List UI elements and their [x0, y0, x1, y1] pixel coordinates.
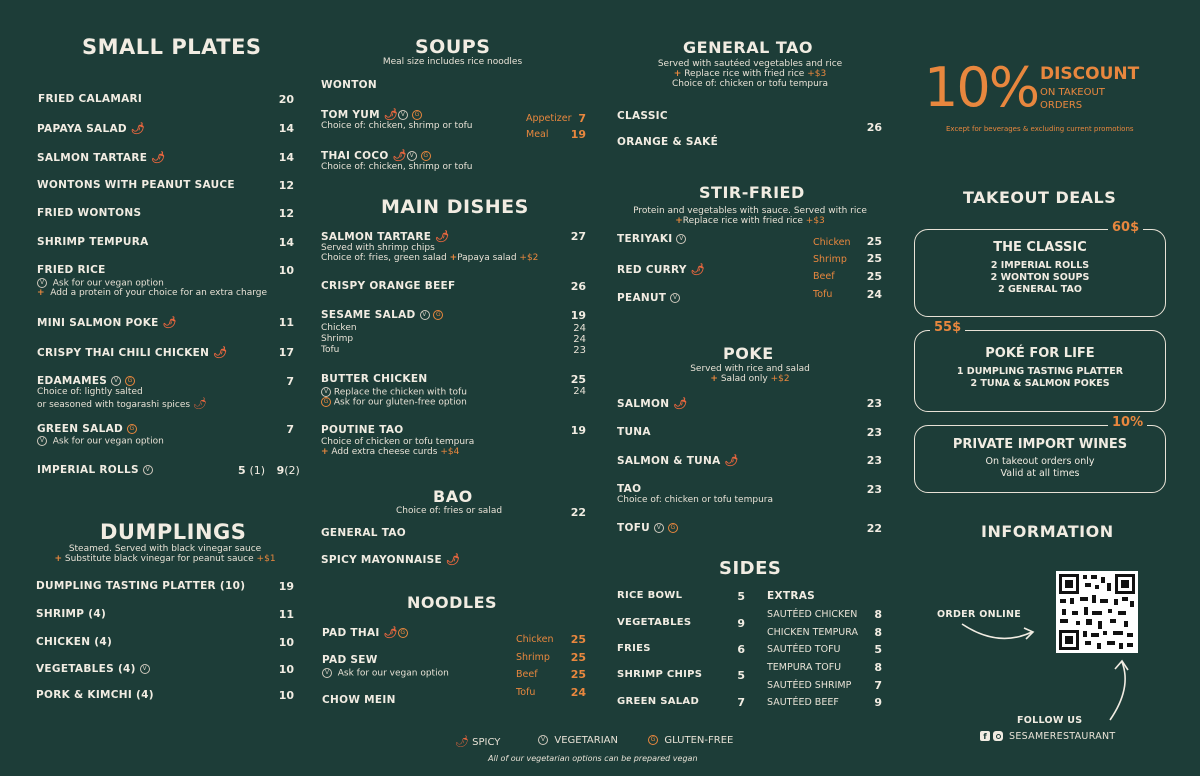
information-title: INFORMATION [981, 522, 1114, 541]
deal-line: 2 GENERAL TAO [998, 284, 1082, 295]
general-tao-subtitle: Choice of: chicken or tofu tempura [672, 79, 828, 89]
gluten-free-icon: G [412, 110, 422, 120]
legend-gluten-free: G GLUTEN-FREE [648, 735, 733, 746]
list-item: PAD THAI 🌶 G [322, 626, 408, 639]
item-price: 22 [866, 522, 882, 535]
vegetarian-icon: V [322, 668, 332, 678]
list-item: PAPAYA SALAD 🌶 [37, 122, 146, 135]
extra-price: 9 [874, 696, 882, 709]
list-item: VEGETABLES (4) V [36, 663, 150, 675]
extra-item: SAUTÉED CHICKEN [767, 609, 858, 620]
list-item: RICE BOWL [617, 590, 683, 601]
item-price: 12 [278, 179, 294, 192]
plus-icon: + [449, 253, 458, 263]
option-label: Chicken [516, 634, 554, 645]
soups-title: SOUPS [415, 36, 491, 58]
follow-us-label: FOLLOW US [1017, 715, 1083, 726]
list-item: SESAME SALAD V G [321, 309, 443, 321]
option-label: Tofu [321, 345, 340, 355]
gluten-free-icon: G [421, 151, 431, 161]
item-description: G Ask for our gluten-free option [321, 397, 467, 408]
chili-icon: 🌶 [151, 151, 166, 164]
deal-price-tag: 55$ [930, 320, 965, 335]
item-description: or seasoned with togarashi spices 🌶 [37, 397, 207, 410]
legend-note: All of our vegetarian options can be prepared vegan [488, 754, 698, 763]
order-online-label[interactable]: ORDER ONLINE [937, 609, 1022, 620]
gluten-free-icon: G [321, 397, 331, 407]
item-price: 10 [278, 264, 294, 277]
legend-spicy: 🌶 SPICY [455, 735, 501, 748]
list-item: SPICY MAYONNAISE 🌶 [321, 553, 461, 566]
item-price: 12 [278, 207, 294, 220]
stir-fried-subtitle: Protein and vegetables with sauce. Served with rice [633, 206, 867, 216]
vegetarian-icon: V [676, 234, 686, 244]
item-price: 20 [278, 93, 294, 106]
list-item: SALMON & TUNA 🌶 [617, 454, 739, 467]
chili-icon: 🌶 [673, 397, 688, 410]
deal-name: PRIVATE IMPORT WINES [952, 437, 1128, 452]
list-item: TAO [617, 483, 642, 495]
plus-icon: + [54, 554, 62, 564]
item-price: 23 [866, 426, 882, 439]
stir-fried-subtitle: +Replace rice with fried rice +$3 [675, 216, 825, 226]
item-price: 25 [570, 373, 586, 386]
list-item: ORANGE & SAKÉ [617, 136, 719, 148]
vegetarian-icon: V [111, 376, 121, 386]
option-price: 25 [866, 235, 882, 248]
size-price: 19 [570, 128, 586, 141]
item-price: 9 [737, 617, 745, 630]
item-price: 7 [286, 375, 294, 388]
chili-icon: 🌶 [690, 263, 705, 276]
extra-item: SAUTÉED SHRIMP [767, 680, 852, 691]
plus-icon: + [710, 374, 718, 384]
small-plates-title: SMALL PLATES [82, 35, 262, 59]
item-description: Choice of chicken or tofu tempura [321, 437, 475, 447]
vegetarian-icon: V [407, 151, 417, 161]
social-handle[interactable]: SESAMERESTAURANT [1009, 731, 1116, 742]
chili-icon: 🌶 [213, 346, 228, 359]
plus-icon: + [675, 216, 683, 226]
option-label: Beef [813, 271, 835, 282]
list-item: WONTON [321, 79, 377, 91]
option-price: 24 [573, 334, 586, 345]
item-description: Choice of: lightly salted [37, 387, 143, 397]
vegetarian-icon: V [670, 293, 680, 303]
list-item: MINI SALMON POKE 🌶 [37, 316, 177, 329]
list-item: POUTINE TAO [321, 424, 404, 436]
option-price: 25 [866, 252, 882, 265]
item-description: Served with shrimp chips [321, 243, 435, 253]
item-price: 6 [737, 643, 745, 656]
item-description: V Ask for our vegan option [37, 436, 164, 447]
gluten-free-icon: G [668, 523, 678, 533]
list-item: SHRIMP (4) [36, 608, 107, 620]
extras-title: EXTRAS [767, 590, 816, 602]
item-price: 5 [737, 590, 745, 603]
vegetarian-icon: V [140, 664, 150, 674]
deal-price-tag: 10% [1108, 415, 1147, 430]
item-price: 22 [570, 506, 586, 519]
list-item: THAI COCO 🌶 V G [321, 149, 431, 162]
chili-icon: 🌶 [192, 397, 207, 410]
option-price: 25 [570, 633, 586, 646]
item-price: 23 [866, 483, 882, 496]
list-item: FRIED CALAMARI [38, 93, 143, 105]
list-item: GREEN SALAD G [37, 423, 137, 435]
list-item: PAD SEW [322, 654, 378, 666]
chili-icon: 🌶 [724, 454, 739, 467]
chili-icon: 🌶 [383, 108, 399, 121]
bao-title: BAO [433, 487, 473, 506]
item-price: 10 [278, 689, 294, 702]
extra-item: SAUTÉED BEEF [767, 697, 839, 708]
deal-line: 1 DUMPLING TASTING PLATTER [956, 366, 1124, 377]
deal-line: 2 TUNA & SALMON POKES [970, 378, 1110, 389]
item-description: V Ask for our vegan option [37, 278, 164, 289]
takeout-title: TAKEOUT DEALS [963, 188, 1117, 207]
item-description: Choice of: fries, green salad +Papaya salad +$2 [321, 253, 539, 263]
discount-label: DISCOUNT [1040, 64, 1140, 84]
chili-icon: 🌶 [162, 316, 177, 329]
gluten-free-icon: G [398, 628, 408, 638]
noodles-title: NOODLES [407, 593, 498, 612]
list-item: RED CURRY 🌶 [617, 263, 705, 276]
discount-line: ORDERS [1040, 100, 1083, 111]
extra-price: 7 [874, 679, 882, 692]
vegetarian-icon: V [37, 278, 47, 288]
vegetarian-icon: V [143, 465, 153, 475]
extra-item: CHICKEN TEMPURA [767, 627, 858, 638]
option-price: 24 [570, 686, 586, 699]
option-price: 24 [866, 288, 882, 301]
legend-vegetarian: V VEGETARIAN [538, 735, 618, 746]
option-label: Shrimp [321, 334, 354, 344]
item-price: 19 [570, 424, 586, 437]
item-price: 14 [278, 151, 294, 164]
discount-percent: 10% [924, 56, 1039, 119]
gluten-free-icon: G [648, 735, 658, 745]
item-description: Choice of: chicken, shrimp or tofu [321, 162, 473, 172]
size-price: 7 [578, 112, 586, 125]
discount-line: ON TAKEOUT [1040, 87, 1105, 98]
extra-price: 5 [874, 643, 882, 656]
main-dishes-title: MAIN DISHES [381, 196, 529, 218]
list-item: TERIYAKI V [617, 233, 686, 245]
vegetarian-icon: V [420, 310, 430, 320]
item-price: 26 [866, 121, 882, 134]
option-label: Chicken [321, 323, 357, 333]
vegetarian-icon: V [398, 110, 408, 120]
deal-line: On takeout orders only [985, 456, 1095, 467]
list-item: VEGETABLES [617, 617, 692, 628]
item-price: 19 [570, 309, 586, 322]
item-price: 14 [278, 122, 294, 135]
facebook-icon[interactable]: f [980, 731, 990, 741]
plus-icon: + [37, 288, 45, 298]
option-label: Beef [516, 669, 538, 680]
size-label: Meal [526, 129, 549, 140]
option-price: 23 [573, 345, 586, 356]
item-description: + Add extra cheese curds +$4 [321, 447, 460, 457]
extra-item: TEMPURA TOFU [767, 662, 842, 673]
option-label: Chicken [813, 237, 851, 248]
bao-subtitle: Choice of: fries or salad [396, 506, 503, 516]
list-item: IMPERIAL ROLLS V [37, 464, 153, 476]
item-description: Choice of: chicken or tofu tempura [617, 495, 773, 505]
list-item: EDAMAMES V G [37, 375, 135, 387]
item-price: 5 (1) 9(2) [238, 464, 300, 477]
gluten-free-icon: G [433, 310, 443, 320]
item-price: 26 [570, 280, 586, 293]
option-label: Tofu [516, 687, 536, 698]
item-description: V Ask for our vegan option [322, 668, 449, 679]
item-description: V Replace the chicken with tofu [321, 387, 467, 398]
list-item: SALMON 🌶 [617, 397, 688, 410]
dumplings-title: DUMPLINGS [100, 520, 247, 544]
item-description: + Add a protein of your choice for an extra charge [37, 288, 268, 298]
item-price: 11 [278, 608, 294, 621]
item-price: 17 [278, 346, 294, 359]
list-item: CHICKEN (4) [36, 636, 113, 648]
list-item: CLASSIC [617, 110, 668, 122]
list-item: PEANUT V [617, 292, 680, 304]
vegetarian-icon: V [321, 387, 331, 397]
item-price: 7 [286, 423, 294, 436]
option-label: Shrimp [516, 652, 550, 663]
poke-title: POKE [723, 344, 774, 363]
option-price: 25 [570, 668, 586, 681]
dumplings-subtitle: + Substitute black vinegar for peanut sauce +$1 [54, 554, 276, 564]
qr-code-icon[interactable] [1056, 571, 1138, 653]
dumplings-subtitle: Steamed. Served with black vinegar sauce [68, 544, 262, 554]
poke-subtitle: Served with rice and salad [690, 364, 810, 374]
list-item: SHRIMP CHIPS [617, 669, 703, 680]
list-item: FRIED WONTONS [37, 207, 142, 219]
item-price: 10 [278, 663, 294, 676]
arrow-icon [958, 618, 1038, 646]
list-item: WONTONS WITH PEANUT SAUCE [37, 179, 235, 191]
option-label: Shrimp [813, 254, 847, 265]
discount-note: Except for beverages & excluding current promotions [946, 125, 1134, 133]
list-item: FRIED RICE [37, 264, 106, 276]
deal-line: 2 IMPERIAL ROLLS [990, 260, 1090, 271]
size-label: Appetizer [526, 113, 572, 124]
deal-line: Valid at all times [1000, 468, 1080, 479]
item-price: 23 [866, 397, 882, 410]
sides-title: SIDES [719, 558, 782, 579]
option-price: 24 [573, 323, 586, 334]
chili-icon: 🌶 [130, 122, 146, 135]
option-price: 25 [866, 270, 882, 283]
general-tao-title: GENERAL TAO [683, 38, 814, 57]
item-price: 27 [570, 230, 586, 243]
plus-icon: + [673, 69, 682, 79]
item-price: 23 [866, 454, 882, 467]
chili-icon: 🌶 [455, 735, 469, 748]
item-price: 11 [278, 316, 294, 329]
deal-line: 2 WONTON SOUPS [990, 272, 1090, 283]
chili-icon: 🌶 [392, 149, 407, 162]
arrow-icon [1104, 658, 1134, 724]
poke-subtitle: + Salad only +$2 [710, 374, 790, 384]
list-item: TUNA [617, 426, 651, 438]
item-price: 10 [278, 636, 294, 649]
item-price: 14 [278, 236, 294, 249]
plus-icon: + [321, 447, 329, 457]
vegetarian-icon: V [37, 436, 47, 446]
chili-icon: 🌶 [435, 230, 450, 243]
item-description: Choice of: chicken, shrimp or tofu [321, 121, 473, 131]
item-price: 19 [278, 580, 294, 593]
extra-price: 8 [874, 661, 882, 674]
list-item: SALMON TARTARE 🌶 [321, 230, 450, 243]
list-item: FRIES [617, 643, 651, 654]
soups-subtitle: Meal size includes rice noodles [382, 57, 523, 67]
instagram-icon[interactable] [993, 731, 1003, 741]
deal-name: THE CLASSIC [993, 240, 1087, 255]
item-price: 7 [737, 696, 745, 709]
chili-icon: 🌶 [445, 553, 461, 566]
item-price: 5 [737, 669, 745, 682]
list-item: SALMON TARTARE 🌶 [37, 151, 166, 164]
list-item: PORK & KIMCHI (4) [36, 689, 154, 701]
list-item: SHRIMP TEMPURA [37, 236, 149, 248]
extra-price: 8 [874, 608, 882, 621]
list-item: GENERAL TAO [321, 527, 407, 539]
list-item: BUTTER CHICKEN [321, 373, 428, 385]
gluten-free-icon: G [125, 376, 135, 386]
list-item: DUMPLING TASTING PLATTER (10) [36, 580, 246, 592]
option-price: 24 [573, 386, 586, 397]
list-item: TOFU V G [617, 522, 678, 534]
stir-fried-title: STIR-FRIED [699, 183, 805, 202]
vegetarian-icon: V [538, 735, 548, 745]
list-item: CRISPY ORANGE BEEF [321, 280, 456, 292]
general-tao-subtitle: + Replace rice with fried rice +$3 [673, 69, 827, 79]
list-item: TOM YUM 🌶 V G [321, 108, 422, 121]
general-tao-subtitle: Served with sautéed vegetables and rice [657, 59, 843, 69]
list-item: CHOW MEIN [322, 694, 396, 706]
vegetarian-icon: V [654, 523, 664, 533]
gluten-free-icon: G [127, 424, 137, 434]
option-price: 25 [570, 651, 586, 664]
option-label: Tofu [813, 289, 833, 300]
deal-name: POKÉ FOR LIFE [985, 346, 1095, 361]
chili-icon: 🌶 [383, 626, 398, 639]
extra-price: 8 [874, 626, 882, 639]
list-item: GREEN SALAD [617, 696, 700, 707]
extra-item: SAUTÉED TOFU [767, 644, 841, 655]
deal-price-tag: 60$ [1108, 220, 1143, 235]
list-item: CRISPY THAI CHILI CHICKEN 🌶 [37, 346, 228, 359]
